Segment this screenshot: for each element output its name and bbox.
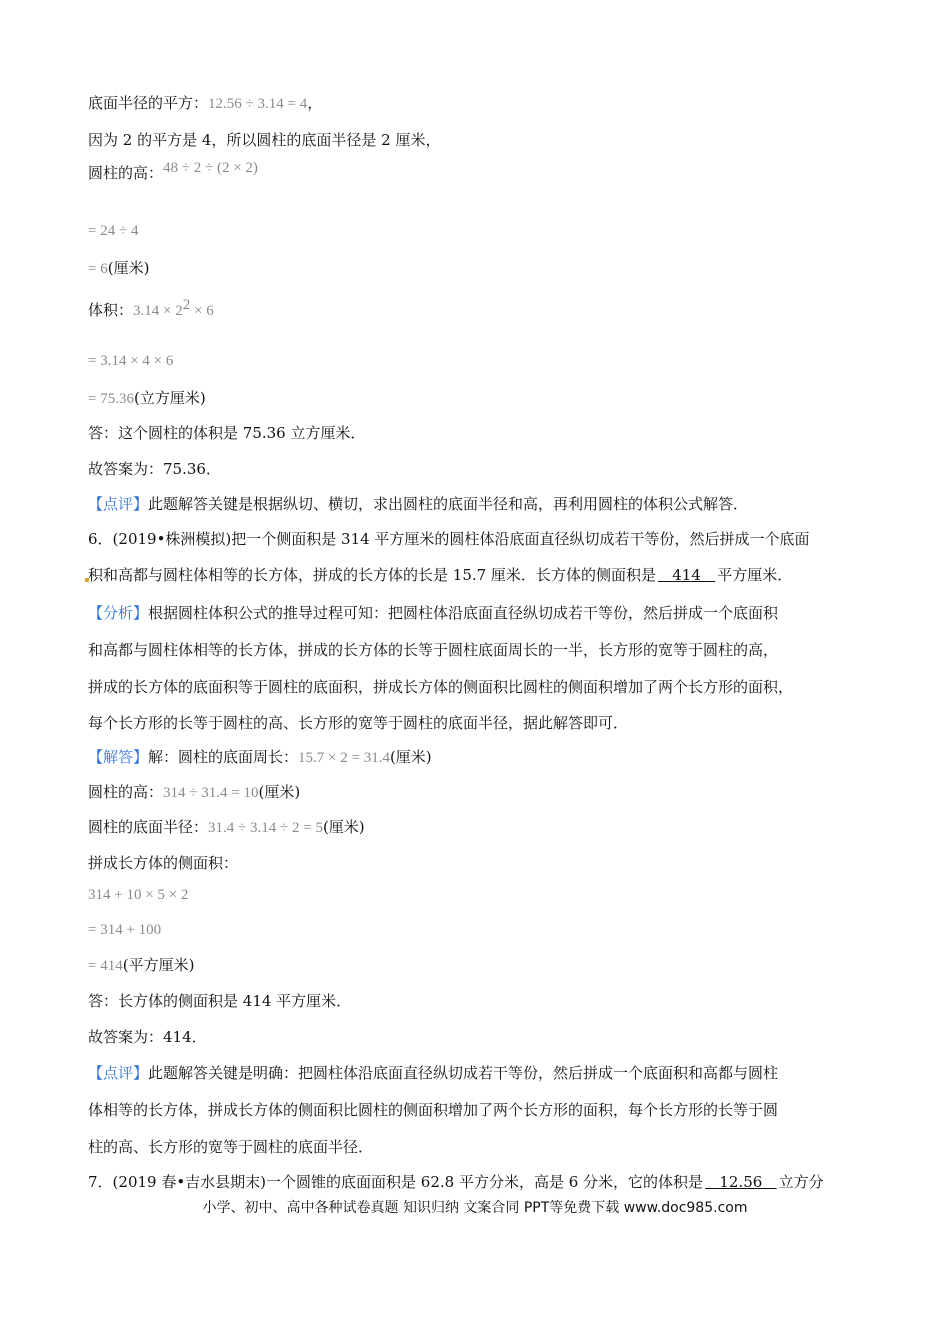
solution-lateral-formula: 314 + 10 × 5 × 2 bbox=[88, 887, 189, 903]
comment-5: 【点评】此题解答关键是根据纵切、横切，求出圆柱的底面半径和高，再利用圆柱的体积公式解答． bbox=[88, 495, 749, 513]
line-volume-formula: 体积：$3.14 \times 2^2 \times 6$ bbox=[88, 297, 214, 319]
comment-6-line1: 【点评】此题解答关键是明确：把圆柱体沿底面直径纵切成若干等份，然后拼成一个底面积和高都与圆柱 bbox=[88, 1064, 779, 1082]
line-height-formula: 圆柱的高：48 ÷ 2 ÷ (2 × 2) bbox=[88, 160, 258, 182]
answer-blank-7: 12.56 bbox=[719, 1173, 763, 1191]
analysis-line2: 和高都与圆柱体相等的长方体，拼成的长方体的长等于圆柱底面周长的一半，长方形的宽等于圆柱的高， bbox=[88, 641, 779, 659]
question-6-line1: 6．(2019•株洲模拟)把一个侧面积是 314 平方厘米的圆柱体沿底面直径纵切成若干等份，然后拼成一个底面 bbox=[88, 530, 810, 548]
solution-circumference: 【解答】解：圆柱的底面周长：15.7 × 2 = 31.4(厘米) bbox=[88, 748, 432, 766]
line-volume-result: = 75.36(立方厘米) bbox=[88, 389, 206, 407]
line-answer-5: 答：这个圆柱的体积是 75.36 立方厘米． bbox=[88, 424, 366, 442]
line-radius-squared: 底面半径的平方：12.56 ÷ 3.14 = 4， bbox=[88, 94, 323, 112]
solution-radius: 圆柱的底面半径：31.4 ÷ 3.14 ÷ 2 = 5(厘米) bbox=[88, 818, 365, 836]
question-6-line2: 积和高都与圆柱体相等的长方体，拼成的长方体的长是 15.7 厘米．长方体的侧面积是 414 平方厘米． bbox=[88, 566, 793, 584]
line-final-5: 故答案为：75.36． bbox=[88, 460, 221, 478]
line-height-step1: = 24 ÷ 4 bbox=[88, 223, 139, 239]
solution-lateral-result: = 414(平方厘米) bbox=[88, 956, 195, 974]
line-height-result: = 6(厘米) bbox=[88, 259, 150, 277]
comment-6-line3: 柱的高、长方形的宽等于圆柱的底面半径． bbox=[88, 1138, 374, 1156]
comment-6-line2: 体相等的长方体，拼成长方体的侧面积比圆柱的侧面积增加了两个长方形的面积，每个长方形的长等于圆 bbox=[88, 1101, 779, 1119]
answer-blank-6: 414 bbox=[672, 566, 701, 584]
solution-lateral-step1: = 314 + 100 bbox=[88, 922, 162, 938]
analysis-line4: 每个长方形的长等于圆柱的高、长方形的宽等于圆柱的底面半径，据此解答即可． bbox=[88, 714, 629, 732]
analysis-line3: 拼成的长方体的底面积等于圆柱的底面积，拼成长方体的侧面积比圆柱的侧面积增加了两个长方形的面积， bbox=[88, 678, 794, 696]
line-volume-step1: = 3.14 × 4 × 6 bbox=[88, 353, 174, 369]
page-footer: 小学、初中、高中各种试卷真题 知识归纳 文案合同 PPT等免费下载 www.doc985.com bbox=[202, 1200, 748, 1216]
line-final-6: 故答案为：414． bbox=[88, 1028, 207, 1046]
solution-height: 圆柱的高：314 ÷ 31.4 = 10(厘米) bbox=[88, 783, 301, 801]
line-radius-reason: 因为 2 的平方是 4，所以圆柱的底面半径是 2 厘米， bbox=[88, 131, 441, 149]
line-answer-6: 答：长方体的侧面积是 414 平方厘米． bbox=[88, 992, 352, 1010]
solution-lateral-title: 拼成长方体的侧面积： bbox=[88, 854, 239, 872]
question-7-line1: 7．(2019 春•吉水县期末)一个圆锥的底面面积是 62.8 平方分米，高是 6 分米，它的体积是 12.56 立方分 bbox=[88, 1173, 824, 1191]
analysis-line1: 【分析】根据圆柱体积公式的推导过程可知：把圆柱体沿底面直径纵切成若干等份，然后拼成一个底面积 bbox=[88, 604, 779, 622]
